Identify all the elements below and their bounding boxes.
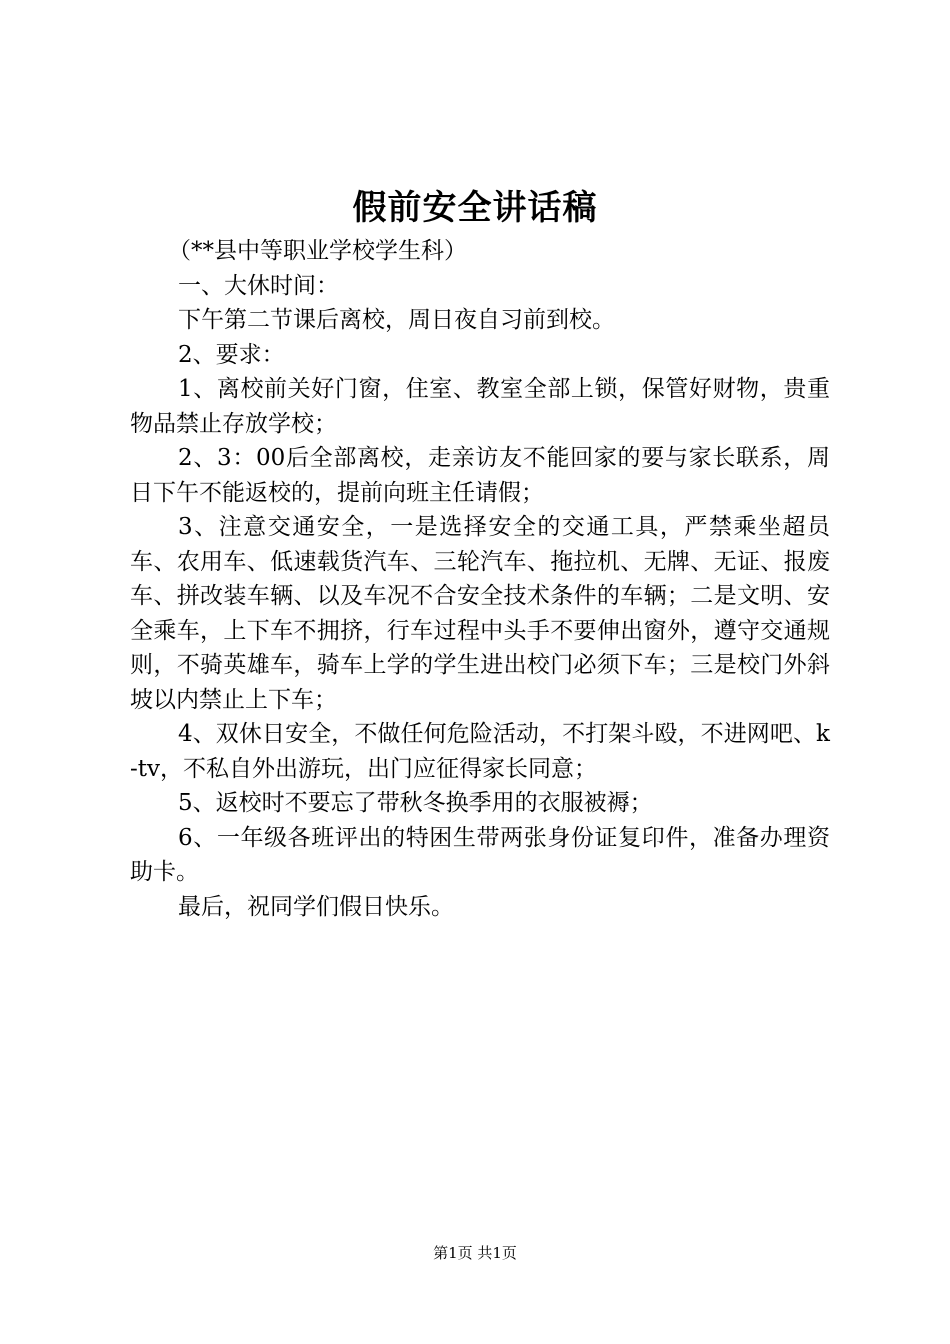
requirement-item-4: 4、双休日安全，不做任何危险活动，不打架斗殴，不进网吧、k-tv，不私自外出游玩，出门应征得家长同意； bbox=[130, 721, 830, 782]
document-subtitle: （**县中等职业学校学生科） bbox=[168, 238, 467, 264]
closing-paragraph: 最后，祝同学们假日快乐。 bbox=[178, 893, 454, 920]
requirement-item-6: 6、一年级各班评出的特困生带两张身份证复印件，准备办理资助卡。 bbox=[130, 824, 830, 885]
document-title: 假前安全讲话稿 bbox=[352, 188, 598, 228]
requirement-item-1: 1、离校前关好门窗，住室、教室全部上锁，保管好财物，贵重物品禁止存放学校； bbox=[130, 376, 830, 437]
requirement-item-3: 3、注意交通安全，一是选择安全的交通工具，严禁乘坐超员车、农用车、低速载货汽车、三轮汽车、拖拉机、无牌、无证、报废车、拼改装车辆、以及车况不合安全技术条件的车辆；二是文明、安全乘车，上下车不拥挤，行车过程中头手不要伸出窗外，遵守交通规则，不骑英雄车，骑车上学的学生进出校门必须下车；三是校门外斜坡以内禁止上下车； bbox=[130, 514, 830, 713]
paragraph-schedule: 下午第二节课后离校，周日夜自习前到校。 bbox=[178, 307, 615, 333]
document-body bbox=[130, 234, 830, 924]
requirement-item-5: 5、返校时不要忘了带秋冬换季用的衣服被褥； bbox=[178, 790, 653, 816]
requirement-item-2: 2、3：00后全部离校，走亲访友不能回家的要与家长联系，周日下午不能返校的，提前向班主任请假； bbox=[130, 445, 830, 506]
section-heading-break-time: 一、大休时间： bbox=[178, 272, 339, 299]
page-footer: 第1页 共1页 bbox=[433, 1244, 517, 1262]
section-heading-requirements: 2、要求： bbox=[178, 341, 285, 368]
